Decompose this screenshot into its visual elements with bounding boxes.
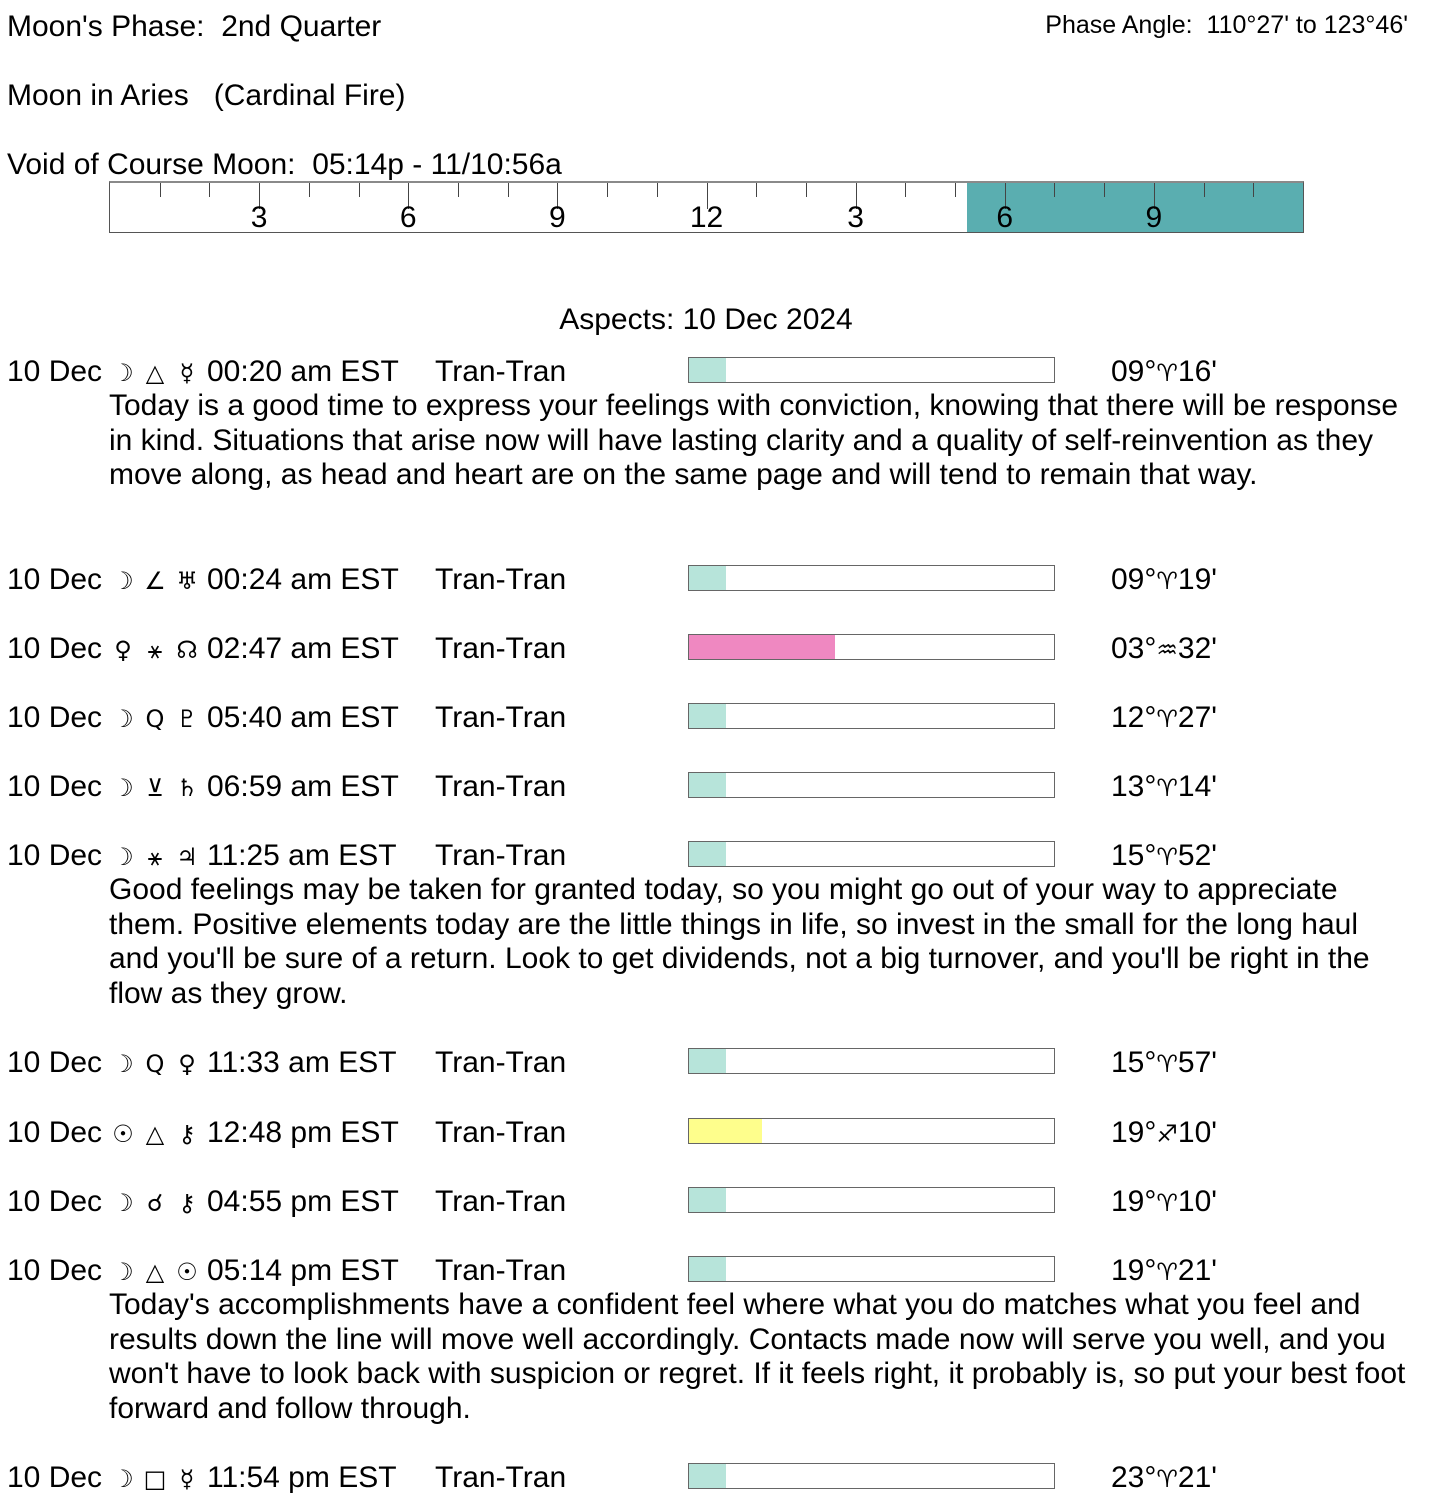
aspect-line [7,1254,566,1289]
quintile-icon: Q [145,705,165,733]
position-degrees: 09° [1111,563,1157,596]
aspect-position [1111,770,1217,805]
strength-bar-fill [689,566,726,590]
aspect-position [1111,1185,1217,1220]
hour-label: 12 [689,201,724,234]
strength-bar [688,1463,1055,1489]
void-of-course [7,148,562,182]
position-minutes: 10' [1177,1185,1217,1218]
aspect-description: Today is a good time to express your feelings with conviction, knowing that there will be response in kind. Situations that arise now will have lasting clarity and a quality of self-reinvention as they move along, as head and heart are on the same page and will tend to remain that way. [109,389,1399,491]
trine-icon: △ [145,1258,165,1286]
hour-label: 6 [996,201,1014,234]
position-degrees: 15° [1111,839,1157,872]
aspect-time: 05:14 pm EST [207,1254,399,1287]
moon-icon: ☽ [112,1050,134,1078]
phase-angle [1045,11,1408,39]
hour-tick [160,183,161,197]
sun-icon: ☉ [112,1120,134,1148]
aspect-position [1111,1254,1217,1289]
chiron-icon: ⚷ [178,1189,196,1217]
aspects-title: Aspects: 10 Dec 2024 [559,303,853,336]
aspect-position [1111,1461,1217,1496]
saturn-icon: ♄ [176,774,198,802]
hour-tick [309,183,310,197]
zodiac-sign-icon: ♈ [1156,843,1178,871]
position-degrees: 12° [1111,701,1157,734]
aspect-kind: Tran-Tran [435,770,567,803]
aspect-date: 10 Dec [7,1254,103,1287]
trine-icon: △ [145,1120,165,1148]
north-node-icon: ☊ [176,636,198,664]
aspect-date: 10 Dec [7,839,103,872]
aspect-kind: Tran-Tran [435,632,567,665]
strength-bar-fill [689,635,835,659]
zodiac-sign-icon: ♈ [1156,359,1178,387]
quintile-icon: Q [145,1050,165,1078]
strength-bar-fill [689,1049,726,1073]
zodiac-sign-icon: ♈ [1156,774,1178,802]
aspect-position [1111,563,1217,598]
moon-sign [7,79,406,113]
venus-icon: ♀ [178,1050,196,1078]
zodiac-sign-icon: ♈ [1156,1258,1178,1286]
position-minutes: 32' [1177,632,1217,665]
aspect-line [7,701,566,736]
aspect-date: 10 Dec [7,563,103,596]
mercury-icon: ☿ [179,359,195,387]
moon-phase [7,10,381,44]
position-degrees: 09° [1111,355,1157,388]
strength-bar [688,1048,1055,1074]
aspect-time: 05:40 am EST [207,701,399,734]
jupiter-icon: ♃ [176,843,198,871]
moon-icon: ☽ [112,1465,134,1493]
aspect-position [1111,701,1217,736]
hour-tick [955,183,956,197]
sun-icon: ☉ [176,1258,198,1286]
moon-phase-value: 2nd Quarter [221,10,382,43]
aspect-date: 10 Dec [7,1116,103,1149]
aspect-date: 10 Dec [7,1185,103,1218]
aspect-date: 10 Dec [7,770,103,803]
aspect-line [7,632,566,667]
aspect-position [1111,632,1217,667]
aspect-line [7,355,566,390]
aspect-date: 10 Dec [7,355,103,388]
strength-bar [688,634,1055,660]
aspect-kind: Tran-Tran [435,701,567,734]
phase-angle-label: Phase Angle: [1045,11,1193,39]
hour-tick [359,183,360,197]
conjunction-icon: ☌ [146,1189,164,1217]
strength-bar [688,1256,1055,1282]
sextile-icon: ⚹ [147,636,163,664]
position-degrees: 19° [1111,1254,1157,1287]
aspect-kind: Tran-Tran [435,1116,567,1149]
aspect-time: 00:24 am EST [207,563,399,596]
aspect-position [1111,355,1217,390]
strength-bar-fill [689,1188,726,1212]
strength-bar [688,841,1055,867]
strength-bar-fill [689,1257,726,1281]
strength-bar [688,703,1055,729]
strength-bar [688,357,1055,383]
position-degrees: 19° [1111,1116,1157,1149]
hour-tick [756,183,757,197]
moon-icon: ☽ [112,774,134,802]
position-minutes: 10' [1177,1116,1217,1149]
strength-bar-fill [689,773,726,797]
strength-bar [688,1118,1055,1144]
moon-icon: ☽ [112,843,134,871]
hour-label: 9 [1145,201,1163,234]
aspect-line [7,770,566,805]
aspect-line [7,1046,566,1081]
zodiac-sign-icon: ♈ [1156,1465,1178,1493]
venus-icon: ♀ [114,636,132,664]
strength-bar-fill [689,842,726,866]
aspect-description: Today's accomplishments have a confident feel where what you do matches what you feel and results down the line will move well accordingly. Contacts made now will serve you well, and you won't have to look back with suspicion or regret. If it feels right, it probably is, so put your best foot forward and follow through. [109,1288,1406,1425]
hour-label: 9 [549,201,566,234]
position-minutes: 52' [1177,839,1217,872]
aspect-line [7,1116,566,1151]
aspect-description: Good feelings may be taken for granted today, so you might go out of your way to appreciate them. Positive elements today are the little things in life, so invest in the small for the long haul and you'll be sure of a return. Look to get dividends, not a big turnover, and you'll be right in the flow as they grow. [109,873,1370,1010]
hour-label: 6 [399,201,417,234]
position-minutes: 14' [1177,770,1217,803]
aspect-position [1111,1046,1217,1081]
hour-tick [806,183,807,197]
aspect-kind: Tran-Tran [435,1185,567,1218]
sextile-icon: ⚹ [147,843,163,871]
aspect-time: 04:55 pm EST [207,1185,399,1218]
aspect-kind: Tran-Tran [435,1254,567,1287]
aspect-line [7,839,566,874]
moon-phase-label: Moon's Phase: [7,10,205,43]
aspect-time: 12:48 pm EST [207,1116,399,1149]
semisextile-icon: ⊻ [146,774,164,802]
moon-icon: ☽ [112,567,134,595]
position-minutes: 16' [1177,355,1217,388]
strength-bar-fill [689,1119,762,1143]
position-degrees: 15° [1111,1046,1157,1079]
strength-bar [688,772,1055,798]
position-degrees: 19° [1111,1185,1157,1218]
aspect-kind: Tran-Tran [435,839,567,872]
aspect-time: 11:25 am EST [207,839,397,872]
chiron-icon: ⚷ [178,1120,196,1148]
position-minutes: 19' [1177,563,1217,596]
hour-tick [607,183,608,197]
semisquare-icon: ∠ [144,567,166,595]
pluto-icon: ♇ [176,705,198,733]
aspect-date: 10 Dec [7,1046,103,1079]
moon-icon: ☽ [112,705,134,733]
aspect-date: 10 Dec [7,632,103,665]
zodiac-sign-icon: ♈ [1156,567,1178,595]
zodiac-sign-icon: ♈ [1156,1050,1178,1078]
phase-angle-value: 110°27' to 123°46' [1206,11,1408,39]
zodiac-sign-icon: ♒ [1156,636,1178,664]
strength-bar [688,1187,1055,1213]
position-degrees: 03° [1111,632,1157,665]
aspect-time: 02:47 am EST [207,632,399,665]
moon-sign-quality: (Cardinal Fire) [213,79,406,112]
strength-bar-fill [689,358,726,382]
void-value: 05:14p - 11/10:56a [312,148,562,181]
zodiac-sign-icon: ♈ [1156,705,1178,733]
strength-bar [688,565,1055,591]
aspect-time: 00:20 am EST [207,355,399,388]
aspect-line [7,1185,566,1220]
position-minutes: 57' [1177,1046,1217,1079]
aspect-position [1111,839,1217,874]
moon-icon: ☽ [112,1258,134,1286]
position-degrees: 23° [1111,1461,1157,1494]
zodiac-sign-icon: ♐ [1156,1120,1178,1148]
moon-icon: ☽ [112,359,134,387]
zodiac-sign-icon: ♈ [1156,1189,1178,1217]
hour-tick [209,183,210,197]
aspect-time: 11:33 am EST [207,1046,397,1079]
strength-bar-fill [689,1464,726,1488]
aspect-position [1111,1116,1217,1151]
hour-label: 3 [250,201,268,234]
aspect-date: 10 Dec [7,701,103,734]
aspect-kind: Tran-Tran [435,355,567,388]
moon-icon: ☽ [112,1189,134,1217]
hour-label: 3 [847,201,864,234]
trine-icon: △ [145,359,165,387]
mercury-icon: ☿ [179,1465,195,1493]
aspect-kind: Tran-Tran [435,1046,567,1079]
position-minutes: 21' [1177,1461,1217,1494]
position-minutes: 27' [1177,701,1217,734]
hour-tick [1104,183,1105,197]
void-timeline [109,181,1304,233]
moon-sign-name: Moon in Aries [7,79,189,112]
hour-tick [657,183,658,197]
aspect-line [7,563,566,598]
position-degrees: 13° [1111,770,1157,803]
aspect-kind: Tran-Tran [435,563,567,596]
aspect-time: 11:54 pm EST [207,1461,397,1494]
uranus-icon: ♅ [176,567,198,595]
void-label: Void of Course Moon: [7,148,296,181]
hour-tick [1253,183,1254,197]
aspect-time: 06:59 am EST [207,770,399,803]
aspect-line [7,1461,566,1496]
hour-tick [905,183,906,197]
hour-tick [508,183,509,197]
hour-tick [458,183,459,197]
position-minutes: 21' [1177,1254,1217,1287]
hour-tick [1204,183,1205,197]
aspect-date: 10 Dec [7,1461,103,1494]
strength-bar-fill [689,704,726,728]
aspect-kind: Tran-Tran [435,1461,567,1494]
hour-tick [1054,183,1055,197]
square-icon: □ [143,1465,167,1493]
